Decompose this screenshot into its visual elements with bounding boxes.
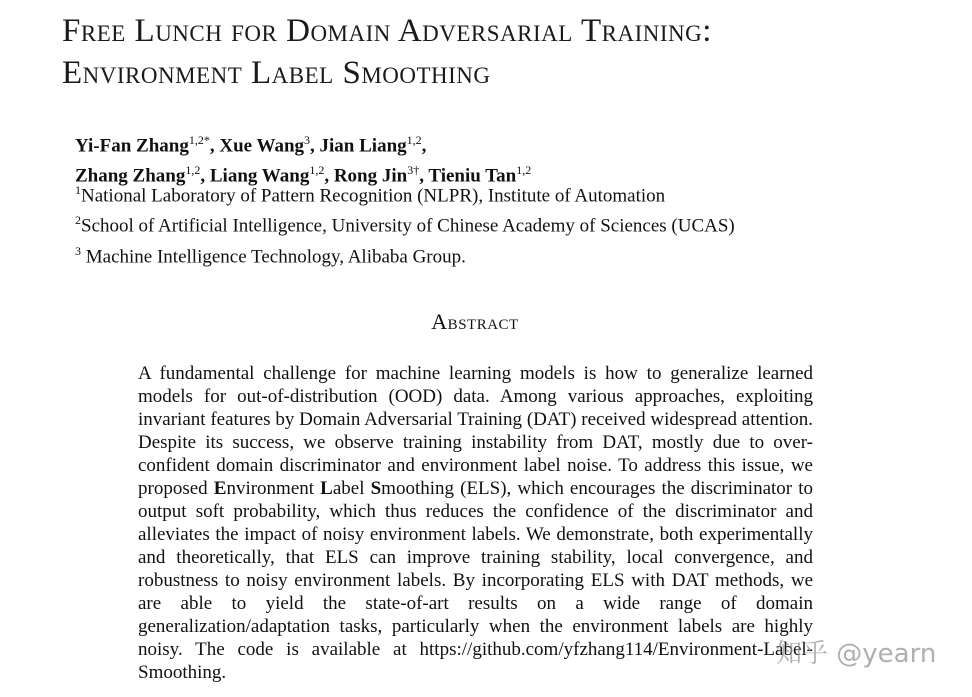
affiliation-mark: 2 (75, 213, 81, 228)
affiliation-1 (75, 178, 735, 208)
author-affil-mark: 3† (407, 163, 420, 178)
abstract-bold-letter-s: S (370, 478, 382, 499)
author-affil-mark: 1,2 (309, 163, 325, 178)
author-row-1: Yi-Fan Zhang$^{1,2*}$, Xue Wang$^3$, Jian Liang$^{1,2}$, (75, 133, 427, 157)
author-affil-mark: 1,2 (406, 133, 422, 147)
author-affil-mark: 3 (304, 133, 311, 147)
affiliation-text: National Laboratory of Pattern Recognition (NLPR), Institute of Automation (81, 185, 666, 207)
affiliation-mark: 3 (75, 243, 81, 258)
abstract-text-part-1: A fundamental challenge for machine learning models is how to generalize learned models for out-of-distribution (OOD) data. Among various approaches, exploiting invariant features by Domain Adversarial Training (DAT) received widespread attention. Despite its success, we observe training instability from DAT, mostly due to over-confident domain discriminator and environment label noise. To address this issue, we proposed (138, 363, 813, 499)
author-row-2: Zhang Zhang$^{1,2}$, Liang Wang$^{1,2}$, Rong Jin$^{3\dagger}$, Tieniu Tan$^{1,2}$ (75, 163, 532, 187)
zhihu-watermark: 知乎 @yearn (776, 639, 937, 669)
affiliation-text: School of Artificial Intelligence, University of Chinese Academy of Sciences (UCAS) (81, 215, 735, 237)
title-line-2: Environment Label Smoothing (62, 55, 491, 91)
affiliation-list (75, 178, 735, 269)
author-name: Xue Wang (219, 135, 305, 157)
abstract-bold-letter-e: E (213, 478, 227, 499)
author-name: Zhang Zhang (75, 165, 186, 187)
author-affil-mark: 1,2 (516, 163, 532, 178)
author-name: Jian Liang (319, 135, 407, 157)
affiliation-text: Machine Intelligence Technology, Alibaba Group. (81, 245, 466, 267)
abstract-text-label: abel (332, 478, 371, 499)
abstract-text-environment: nvironment (226, 478, 321, 499)
paper-title (62, 10, 712, 94)
abstract-bold-letter-l: L (320, 478, 333, 499)
author-name: Yi-Fan Zhang (75, 135, 189, 157)
author-affil-mark: 1,2 (185, 163, 201, 178)
abstract-text-part-2: (ELS), which encourages the discriminator to output soft probability, which thus reduces the confidence of the discriminator and alleviates the impact of noisy environment labels. We demonstrate, both experimentally and theoretically, that ELS can improve training stability, local convergence, and robustness to noisy environment labels. By incorporating ELS with DAT methods, we are able to yield the state-of-art results on a wide range of domain generalization/adaptation tasks, particularly when the environment labels are highly noisy. The code is available at https://github.com/yfzhang114/Environment-Label-Smoothing. (138, 478, 813, 683)
author-name: Tieniu Tan (428, 165, 517, 187)
abstract-text-smoothing: moothing (381, 478, 455, 499)
author-name: Liang Wang (209, 165, 310, 187)
abstract-body (138, 362, 813, 684)
author-affil-mark: 1,2* (188, 133, 210, 147)
affiliation-mark: 1 (75, 183, 81, 197)
abstract-heading: Abstract (431, 309, 519, 334)
author-name: Rong Jin (333, 165, 408, 187)
affiliation-2 (75, 208, 735, 238)
affiliation-3 (75, 239, 735, 269)
title-line-1: Free Lunch for Domain Adversarial Training: (62, 13, 712, 49)
